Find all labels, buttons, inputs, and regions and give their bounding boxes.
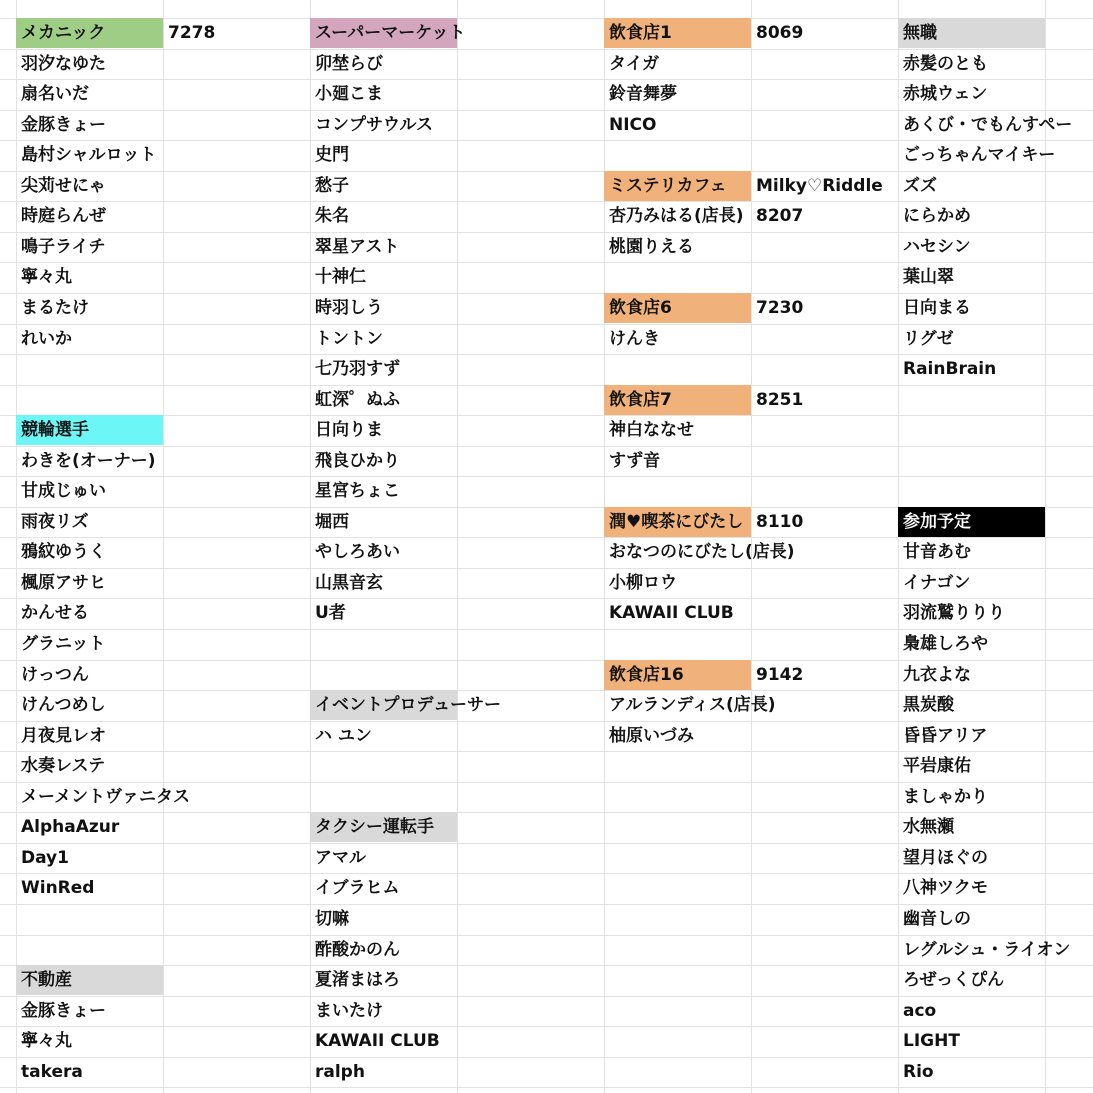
category-header-cell[interactable]: メカニック <box>16 18 163 48</box>
name-cell[interactable]: KAWAII CLUB <box>315 1031 440 1051</box>
category-header-cell[interactable]: 参加予定 <box>898 507 1045 537</box>
name-cell[interactable]: アルランディス(店長) <box>609 695 776 715</box>
name-cell[interactable]: 堀西 <box>315 512 349 532</box>
name-cell[interactable]: かんせる <box>21 603 89 623</box>
name-cell[interactable]: 望月ほぐの <box>903 848 988 868</box>
name-cell[interactable]: 水無瀬 <box>903 817 954 837</box>
category-header-cell[interactable]: 競輪選手 <box>16 415 163 445</box>
name-cell[interactable]: 九衣よな <box>903 665 971 685</box>
name-cell[interactable]: イナゴン <box>903 573 971 593</box>
name-cell[interactable] <box>16 385 163 415</box>
name-cell[interactable]: U者 <box>315 603 346 623</box>
name-cell[interactable]: ハ ユン <box>315 726 372 746</box>
name-cell[interactable]: 甘成じゅい <box>21 481 106 501</box>
name-cell[interactable]: 小柳ロウ <box>609 573 677 593</box>
name-cell[interactable]: AlphaAzur <box>21 817 120 837</box>
name-cell[interactable] <box>604 354 751 384</box>
name-cell[interactable]: 時羽しう <box>315 298 383 318</box>
category-header-cell[interactable]: タクシー運転手 <box>310 812 457 842</box>
name-cell[interactable] <box>604 873 751 903</box>
name-cell[interactable]: タイガ <box>609 54 660 74</box>
name-cell[interactable]: 柚原いづみ <box>609 726 694 746</box>
name-cell[interactable]: けんつめし <box>21 695 106 715</box>
category-header-cell[interactable]: 飲食店1 <box>604 18 751 48</box>
name-cell[interactable]: 卯埜らび <box>315 54 383 74</box>
name-cell[interactable]: ごっちゃんマイキー <box>903 145 1056 165</box>
name-cell[interactable]: イブラヒム <box>315 878 400 898</box>
name-cell[interactable]: レグルシュ・ライオン <box>903 940 1071 960</box>
name-cell[interactable]: まいたけ <box>315 1001 383 1021</box>
name-cell[interactable] <box>16 904 163 934</box>
name-cell[interactable]: わきを(オーナー) <box>21 451 156 471</box>
name-cell[interactable]: takera <box>21 1062 83 1082</box>
name-cell[interactable]: 七乃羽すず <box>315 359 401 379</box>
name-cell[interactable]: 葉山翠 <box>903 267 954 287</box>
name-cell[interactable]: 月夜見レオ <box>21 726 106 746</box>
name-cell[interactable]: LIGHT <box>903 1031 960 1051</box>
name-cell[interactable]: Rio <box>903 1062 934 1082</box>
name-cell[interactable] <box>604 812 751 842</box>
name-cell[interactable]: 八神ツクモ <box>903 878 988 898</box>
name-cell[interactable]: 朱名 <box>315 206 349 226</box>
name-cell[interactable] <box>310 629 457 659</box>
name-cell[interactable] <box>310 660 457 690</box>
name-cell[interactable]: 夏渚まはろ <box>315 970 400 990</box>
name-cell[interactable]: 翠星アスト <box>315 237 400 257</box>
name-cell[interactable]: 平岩康佑 <box>903 756 971 776</box>
category-header-cell[interactable]: 無職 <box>898 18 1045 48</box>
name-cell[interactable]: ろぜっくぴん <box>903 970 1005 990</box>
name-cell[interactable]: 楓原アサヒ <box>21 573 106 593</box>
category-header-cell[interactable]: 飲食店7 <box>604 385 751 415</box>
category-header-cell[interactable]: スーパーマーケット <box>310 18 457 48</box>
name-cell[interactable]: 鈴音舞夢 <box>609 84 677 104</box>
name-cell[interactable]: 愁子 <box>315 176 349 196</box>
name-cell[interactable]: ralph <box>315 1062 365 1082</box>
name-cell[interactable]: やしろあい <box>315 542 400 562</box>
name-cell[interactable]: 山黒音玄 <box>315 573 383 593</box>
category-header-cell[interactable]: 飲食店16 <box>604 660 751 690</box>
name-cell[interactable]: 羽汐なゆた <box>21 54 106 74</box>
name-cell[interactable]: まるたけ <box>21 298 89 318</box>
name-cell[interactable]: 寧々丸 <box>21 267 72 287</box>
name-cell[interactable]: メーメントヴァニタス <box>21 787 190 807</box>
name-cell[interactable]: 星宮ちょこ <box>315 481 400 501</box>
name-cell[interactable]: 昏昏アリア <box>903 726 988 746</box>
name-cell[interactable]: NICO <box>609 115 657 135</box>
name-cell[interactable]: 鳴子ライチ <box>21 237 106 257</box>
name-cell[interactable]: アマル <box>315 848 366 868</box>
name-cell[interactable]: 神白ななせ <box>609 420 694 440</box>
name-cell[interactable] <box>604 476 751 506</box>
name-cell[interactable]: 尖苅せにゃ <box>21 176 106 196</box>
name-cell[interactable] <box>604 965 751 995</box>
name-cell[interactable] <box>604 751 751 781</box>
name-cell[interactable]: あくび・でもんすペー <box>903 115 1073 135</box>
name-cell[interactable]: 雨夜リズ <box>21 512 89 532</box>
name-cell[interactable] <box>16 935 163 965</box>
name-cell[interactable]: 金豚きょー <box>21 1001 106 1021</box>
name-cell[interactable] <box>898 476 1045 506</box>
side-value-cell[interactable]: 7230 <box>756 298 804 318</box>
name-cell[interactable]: 金豚きょー <box>21 115 106 135</box>
name-cell[interactable] <box>604 935 751 965</box>
name-cell[interactable]: KAWAII CLUB <box>609 603 734 623</box>
name-cell[interactable]: ハセシン <box>903 237 971 257</box>
name-cell[interactable]: 飛良ひかり <box>315 451 400 471</box>
name-cell[interactable] <box>898 385 1045 415</box>
side-value-cell[interactable]: 8110 <box>756 512 804 532</box>
name-cell[interactable]: WinRed <box>21 878 95 898</box>
name-cell[interactable]: Day1 <box>21 848 69 868</box>
name-cell[interactable]: aco <box>903 1001 937 1021</box>
name-cell[interactable] <box>604 1057 751 1087</box>
name-cell[interactable]: 虹深゜ぬふ <box>315 390 400 410</box>
category-header-cell[interactable]: イベントプロデューサー <box>310 690 457 720</box>
side-value-cell[interactable]: 8069 <box>756 23 804 43</box>
name-cell[interactable]: 羽流鷲りりり <box>903 603 1005 623</box>
name-cell[interactable]: RainBrain <box>903 359 997 379</box>
name-cell[interactable] <box>898 415 1045 445</box>
name-cell[interactable]: 切嘛 <box>315 909 349 929</box>
name-cell[interactable]: 寧々丸 <box>21 1031 72 1051</box>
name-cell[interactable]: けんき <box>609 329 660 349</box>
name-cell[interactable] <box>604 262 751 292</box>
name-cell[interactable]: にらかめ <box>903 206 971 226</box>
name-cell[interactable]: 桃園りえる <box>609 237 694 257</box>
name-cell[interactable]: 時庭らんぜ <box>21 206 106 226</box>
name-cell[interactable]: 日向りま <box>315 420 383 440</box>
category-header-cell[interactable]: 不動産 <box>16 965 163 995</box>
name-cell[interactable] <box>898 446 1045 476</box>
side-value-cell[interactable]: 8251 <box>756 390 804 410</box>
name-cell[interactable]: 幽音しの <box>903 909 971 929</box>
category-header-cell[interactable]: ミステリカフェ <box>604 171 751 201</box>
name-cell[interactable]: 日向まる <box>903 298 971 318</box>
name-cell[interactable] <box>604 782 751 812</box>
grid-column-line <box>163 0 164 1093</box>
name-cell[interactable]: 梟雄しろや <box>903 634 988 654</box>
name-cell[interactable]: 十神仁 <box>315 267 366 287</box>
grid-column-line <box>457 0 458 1093</box>
name-cell[interactable]: 小廻こま <box>315 84 383 104</box>
name-cell[interactable] <box>604 996 751 1026</box>
name-cell[interactable] <box>310 782 457 812</box>
name-cell[interactable] <box>604 1026 751 1056</box>
name-cell[interactable] <box>310 751 457 781</box>
name-cell[interactable]: トントン <box>315 329 383 349</box>
name-cell[interactable] <box>604 629 751 659</box>
grid-row-line <box>0 1087 1093 1088</box>
side-value-cell[interactable]: Milky♡Riddle <box>756 176 883 196</box>
name-cell[interactable]: 酢酸かのん <box>315 940 400 960</box>
name-cell[interactable]: 史門 <box>315 145 349 165</box>
name-cell[interactable]: コンプサウルス <box>315 115 433 135</box>
name-cell[interactable]: おなつのにびたし(店長) <box>609 542 795 562</box>
name-cell[interactable]: リグゼ <box>903 329 954 349</box>
name-cell[interactable] <box>604 904 751 934</box>
name-cell[interactable] <box>16 354 163 384</box>
name-cell[interactable]: 水奏レステ <box>21 756 106 776</box>
name-cell[interactable]: 扇名いだ <box>21 84 89 104</box>
category-header-cell[interactable]: 飲食店6 <box>604 293 751 323</box>
name-cell[interactable]: グラニット <box>21 634 106 654</box>
name-cell[interactable]: すず音 <box>609 451 661 471</box>
name-cell[interactable] <box>604 843 751 873</box>
name-cell[interactable]: ましゃかり <box>903 787 988 807</box>
name-cell[interactable]: 鴉紋ゆうく <box>21 542 106 562</box>
name-cell[interactable] <box>604 140 751 170</box>
name-cell[interactable]: 赤髪のとも <box>903 54 988 74</box>
side-value-cell[interactable]: 8207 <box>756 206 804 226</box>
side-value-cell[interactable]: 7278 <box>168 23 216 43</box>
name-cell[interactable]: 杏乃みはる(店長) <box>609 206 744 226</box>
name-cell[interactable]: れいか <box>21 329 72 349</box>
name-cell[interactable]: 赤城ウェン <box>903 84 988 104</box>
name-cell[interactable]: 黒炭酸 <box>903 695 954 715</box>
name-cell[interactable]: けっつん <box>21 665 89 685</box>
name-cell[interactable]: 甘音あむ <box>903 542 971 562</box>
name-cell[interactable]: ズズ <box>903 176 937 196</box>
category-header-cell[interactable]: 潤♥喫茶にびたし <box>604 507 751 537</box>
name-cell[interactable]: 島村シャルロット <box>21 145 157 165</box>
side-value-cell[interactable]: 9142 <box>756 665 804 685</box>
